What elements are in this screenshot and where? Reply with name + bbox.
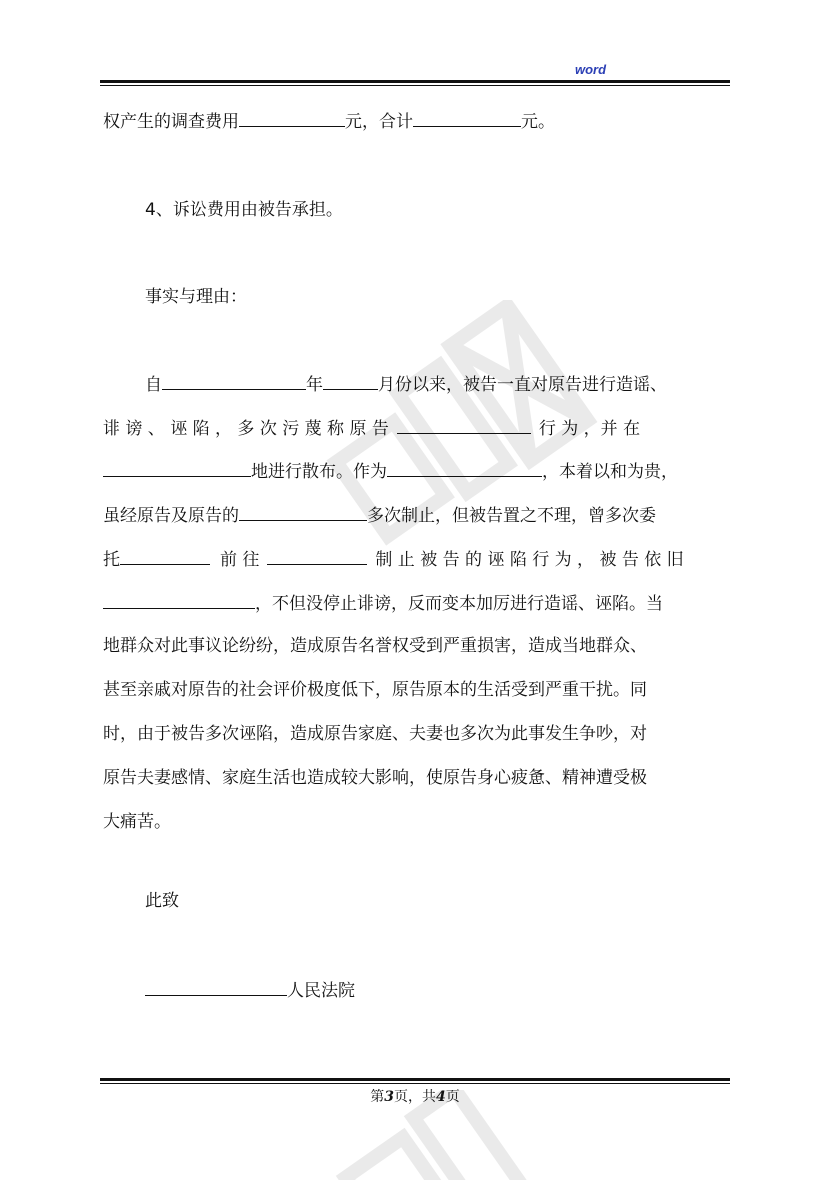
blank-line xyxy=(323,371,378,390)
text-line xyxy=(103,546,684,572)
text-segment: 年 xyxy=(306,375,323,395)
header-rule-thin xyxy=(100,85,730,86)
text-segment: 自 xyxy=(145,375,162,395)
blank-line xyxy=(267,546,367,565)
text-segment: 元。 xyxy=(521,112,555,132)
footer-rule-thin xyxy=(100,1083,730,1084)
text-line xyxy=(103,108,555,134)
blank-line xyxy=(120,546,210,565)
text-segment: 虽经原告及原告的 xyxy=(103,506,239,526)
section-title-facts: 事实与理由： xyxy=(145,287,247,307)
footer-rule-thick xyxy=(100,1078,730,1081)
text-line xyxy=(103,458,678,484)
text-line: 大痛苦。 xyxy=(103,812,171,832)
text-segment: 元，合计 xyxy=(345,112,413,132)
text-segment: 前 往 xyxy=(220,550,260,570)
text-line: 时，由于被告多次诬陷，造成原告家庭、夫妻也多次为此事发生争吵，对 xyxy=(103,724,647,744)
blank-line xyxy=(162,371,306,390)
court-line xyxy=(145,977,355,1003)
text-segment: 制 止 被 告 的 诬 陷 行 为 ， 被 告 依 旧 xyxy=(375,550,684,570)
text-segment: ，本着以和为贵， xyxy=(542,462,678,482)
item-4: 4、诉讼费用由被告承担。 xyxy=(145,200,343,220)
text-segment: 月份以来，被告一直对原告进行造谣、 xyxy=(378,375,667,395)
header-rule-thick xyxy=(100,80,730,83)
blank-line xyxy=(239,108,345,127)
closing-text: 此致 xyxy=(145,891,179,911)
text-segment: 多次制止，但被告置之不理，曾多次委 xyxy=(367,506,656,526)
text-segment: 地进行散布。作为 xyxy=(251,462,387,482)
text-segment: 诽 谤 、 诬 陷 ， 多 次 污 蔑 称 原 告 xyxy=(103,419,389,439)
blank-line xyxy=(145,977,287,996)
court-name: 人民法院 xyxy=(287,981,355,1001)
text-line xyxy=(103,415,640,441)
text-line: 甚至亲戚对原告的社会评价极度低下，原告原本的生活受到严重干扰。同 xyxy=(103,680,647,700)
text-segment: 权产生的调查费用 xyxy=(103,112,239,132)
blank-line xyxy=(103,590,255,609)
blank-line xyxy=(413,108,521,127)
text-line: 原告夫妻感情、家庭生活也造成较大影响，使原告身心疲惫、精神遭受极 xyxy=(103,768,647,788)
header-word-label: word xyxy=(575,62,607,77)
blank-line xyxy=(103,458,251,477)
text-segment: 行 为 ，并 在 xyxy=(538,419,641,439)
text-segment: 托 xyxy=(103,550,120,570)
footer-text: 页，共 xyxy=(394,1089,436,1105)
text-segment: ，不但没停止诽谤，反而变本加厉进行造谣、诬陷。当 xyxy=(255,594,663,614)
current-page: 3 xyxy=(384,1089,394,1105)
text-line xyxy=(103,502,656,528)
total-pages: 4 xyxy=(436,1089,446,1105)
text-line: 地群众对此事议论纷纷，造成原告名誉权受到严重损害，造成当地群众、 xyxy=(103,636,647,656)
text-line xyxy=(103,590,663,616)
footer-text: 页 xyxy=(445,1089,460,1105)
page-number xyxy=(0,1086,830,1106)
text-line xyxy=(145,371,667,397)
blank-line xyxy=(239,502,367,521)
blank-line xyxy=(387,458,542,477)
footer-text: 第 xyxy=(370,1089,385,1105)
blank-line xyxy=(397,415,531,434)
